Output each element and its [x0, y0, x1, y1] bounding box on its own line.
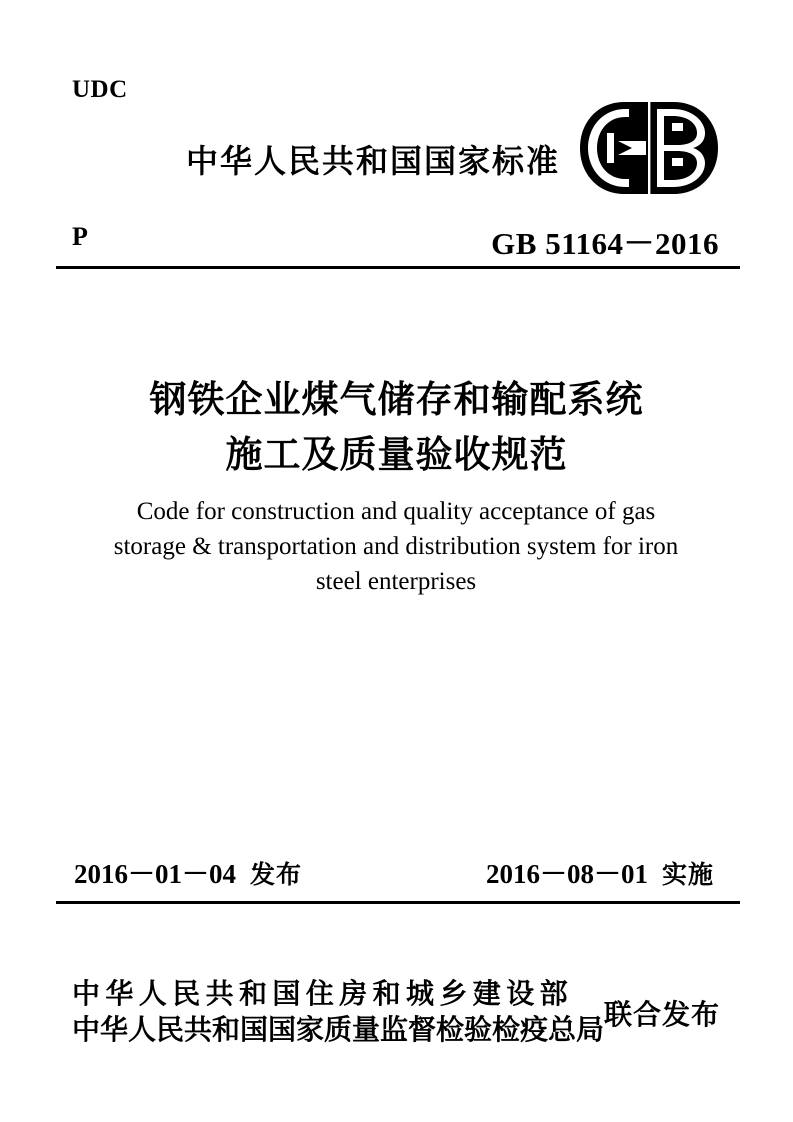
issue-date-block [74, 852, 302, 891]
publisher-block [72, 976, 605, 1048]
publisher-line-1: 中华人民共和国住房和城乡建设部 [72, 977, 574, 1010]
footer-divider-rule [56, 901, 740, 904]
national-standard-heading: 中华人民共和国国家标准 [186, 142, 561, 180]
publisher-line-2: 中华人民共和国国家质量监督检验检疫总局 [72, 1013, 605, 1046]
document-title-chinese [0, 372, 793, 482]
udc-label: UDC [72, 76, 128, 103]
title-cn-line-2: 施工及质量验收规范 [225, 433, 568, 476]
title-cn-line-1: 钢铁企业煤气储存和输配系统 [149, 378, 644, 421]
issue-date-label: 发布 [250, 860, 303, 889]
effective-date-value: 2016－08－01 [486, 859, 648, 889]
document-title-english [96, 494, 696, 599]
standard-number: GB 51164－2016 [491, 226, 719, 261]
effective-date-block [486, 852, 714, 891]
gb-emblem-logo [578, 100, 720, 196]
title-en-line-1: Code for construction and quality acceptance of gas [136, 498, 656, 525]
title-en-line-3: steel enterprises [315, 568, 477, 595]
title-en-line-2: storage & transportation and distribution system for iron [113, 533, 679, 560]
joint-issue-label: 联合发布 [604, 998, 721, 1031]
effective-date-label: 实施 [662, 860, 715, 889]
classification-letter: P [72, 222, 88, 251]
header-divider-rule [56, 266, 740, 269]
issue-date-value: 2016－01－04 [74, 859, 236, 889]
